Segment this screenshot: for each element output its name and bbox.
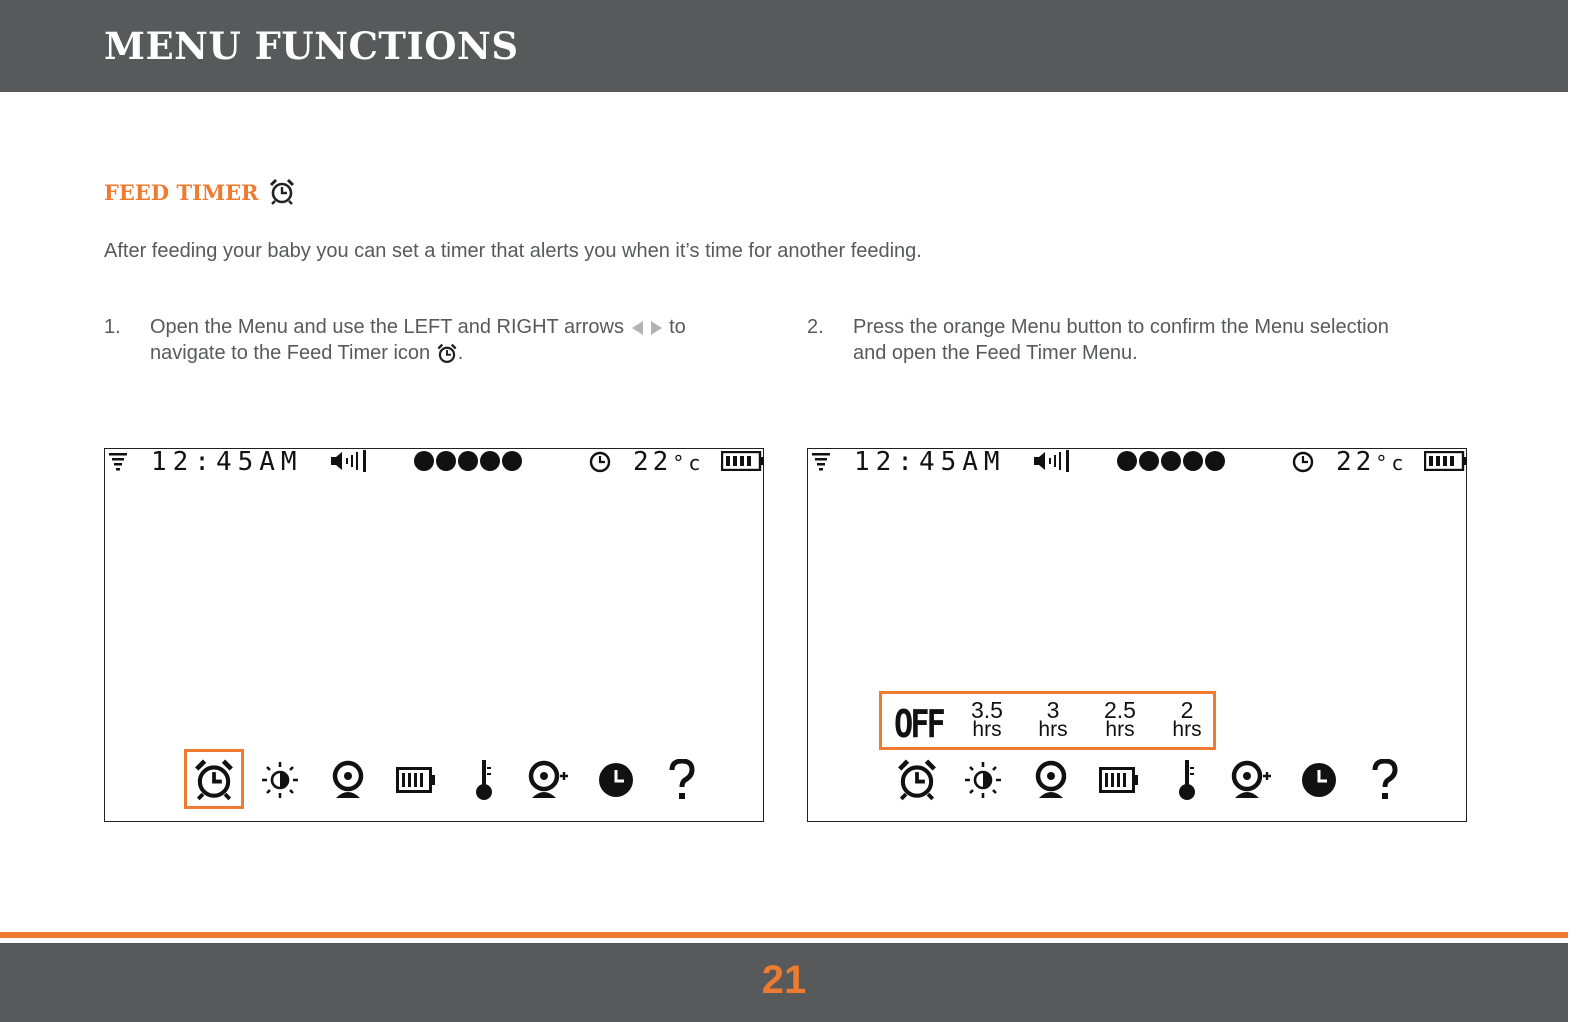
battery-icon (1099, 767, 1139, 793)
timer-option[interactable]: 2 hrs (1172, 697, 1202, 741)
left-right-arrows-icon (630, 320, 664, 336)
step-number: 1. (104, 316, 121, 338)
step-body (853, 314, 1389, 366)
volume-icon (1032, 449, 1072, 473)
battery-icon (396, 767, 436, 793)
help-icon (668, 759, 696, 801)
menu-item-feed-timer[interactable] (894, 757, 940, 803)
step-text: Press the orange Menu button to confirm the Menu selection (853, 316, 1389, 338)
camera-icon (1033, 760, 1069, 800)
clock-icon (597, 761, 635, 799)
feed-timer-options (879, 691, 1216, 750)
step-text: navigate to the Feed Timer icon (150, 342, 431, 364)
menu-item-clock[interactable] (1296, 757, 1342, 803)
monitor-screen-2 (807, 448, 1467, 822)
temperature-display: 22°c (633, 447, 705, 477)
alarm-clock-icon (192, 758, 236, 802)
timer-option[interactable]: 3.5 hrs (971, 697, 1003, 741)
menu-icon-row (183, 757, 703, 803)
thermometer-icon (1177, 759, 1197, 801)
alarm-clock-icon (268, 178, 296, 206)
camera-icon (330, 760, 366, 800)
menu-item-brightness[interactable] (960, 757, 1006, 803)
menu-item-camera[interactable] (325, 757, 371, 803)
step-body (150, 314, 686, 366)
timer-option-off[interactable]: OFF (894, 701, 943, 747)
step-text: to (669, 316, 686, 338)
status-bar (105, 449, 763, 475)
help-icon (1371, 759, 1399, 801)
menu-item-help[interactable] (659, 757, 705, 803)
battery-status-icon (721, 451, 765, 471)
alarm-clock-icon (436, 343, 458, 365)
alarm-clock-icon (895, 758, 939, 802)
battery-status-icon (1424, 451, 1468, 471)
timer-clock-icon (589, 451, 611, 473)
signal-strength-icon (812, 453, 830, 471)
intro-text: After feeding your baby you can set a timer that alerts you when it’s time for another feeding. (104, 240, 922, 262)
menu-item-feed-timer[interactable] (191, 757, 237, 803)
monitor-screen-1 (104, 448, 764, 822)
time-display: 12:45AM (151, 447, 303, 477)
menu-item-clock[interactable] (593, 757, 639, 803)
timer-clock-icon (1292, 451, 1314, 473)
add-camera-icon (528, 760, 572, 800)
section-title (104, 178, 296, 206)
menu-item-add-camera[interactable] (527, 757, 573, 803)
menu-item-brightness[interactable] (257, 757, 303, 803)
page-header (0, 0, 1568, 92)
signal-strength-icon (109, 453, 127, 471)
timer-option[interactable]: 3 hrs (1038, 697, 1068, 741)
step-text: . (457, 342, 464, 364)
menu-item-camera[interactable] (1028, 757, 1074, 803)
page-number: 21 (761, 958, 807, 1002)
footer-accent-line (0, 932, 1568, 938)
menu-item-add-camera[interactable] (1230, 757, 1276, 803)
header-title: MENU FUNCTIONS (104, 24, 519, 68)
step-text: and open the Feed Timer Menu. (853, 342, 1138, 364)
time-display: 12:45AM (854, 447, 1006, 477)
volume-icon (329, 449, 369, 473)
menu-item-temperature[interactable] (461, 757, 507, 803)
menu-item-temperature[interactable] (1164, 757, 1210, 803)
brightness-icon (260, 760, 300, 800)
thermometer-icon (474, 759, 494, 801)
step-text: Open the Menu and use the LEFT and RIGHT arrows (150, 316, 624, 338)
add-camera-icon (1231, 760, 1275, 800)
timer-option[interactable]: 2.5 hrs (1104, 697, 1136, 741)
audio-level-dots (1116, 450, 1226, 472)
section-title-text: FEED TIMER (104, 179, 259, 205)
brightness-icon (963, 760, 1003, 800)
menu-item-battery[interactable] (393, 757, 439, 803)
menu-item-help[interactable] (1362, 757, 1408, 803)
menu-item-battery[interactable] (1096, 757, 1142, 803)
temperature-display: 22°c (1336, 447, 1408, 477)
audio-level-dots (413, 450, 523, 472)
menu-icon-row (886, 757, 1406, 803)
status-bar (808, 449, 1466, 475)
step-number: 2. (807, 316, 824, 338)
clock-icon (1300, 761, 1338, 799)
